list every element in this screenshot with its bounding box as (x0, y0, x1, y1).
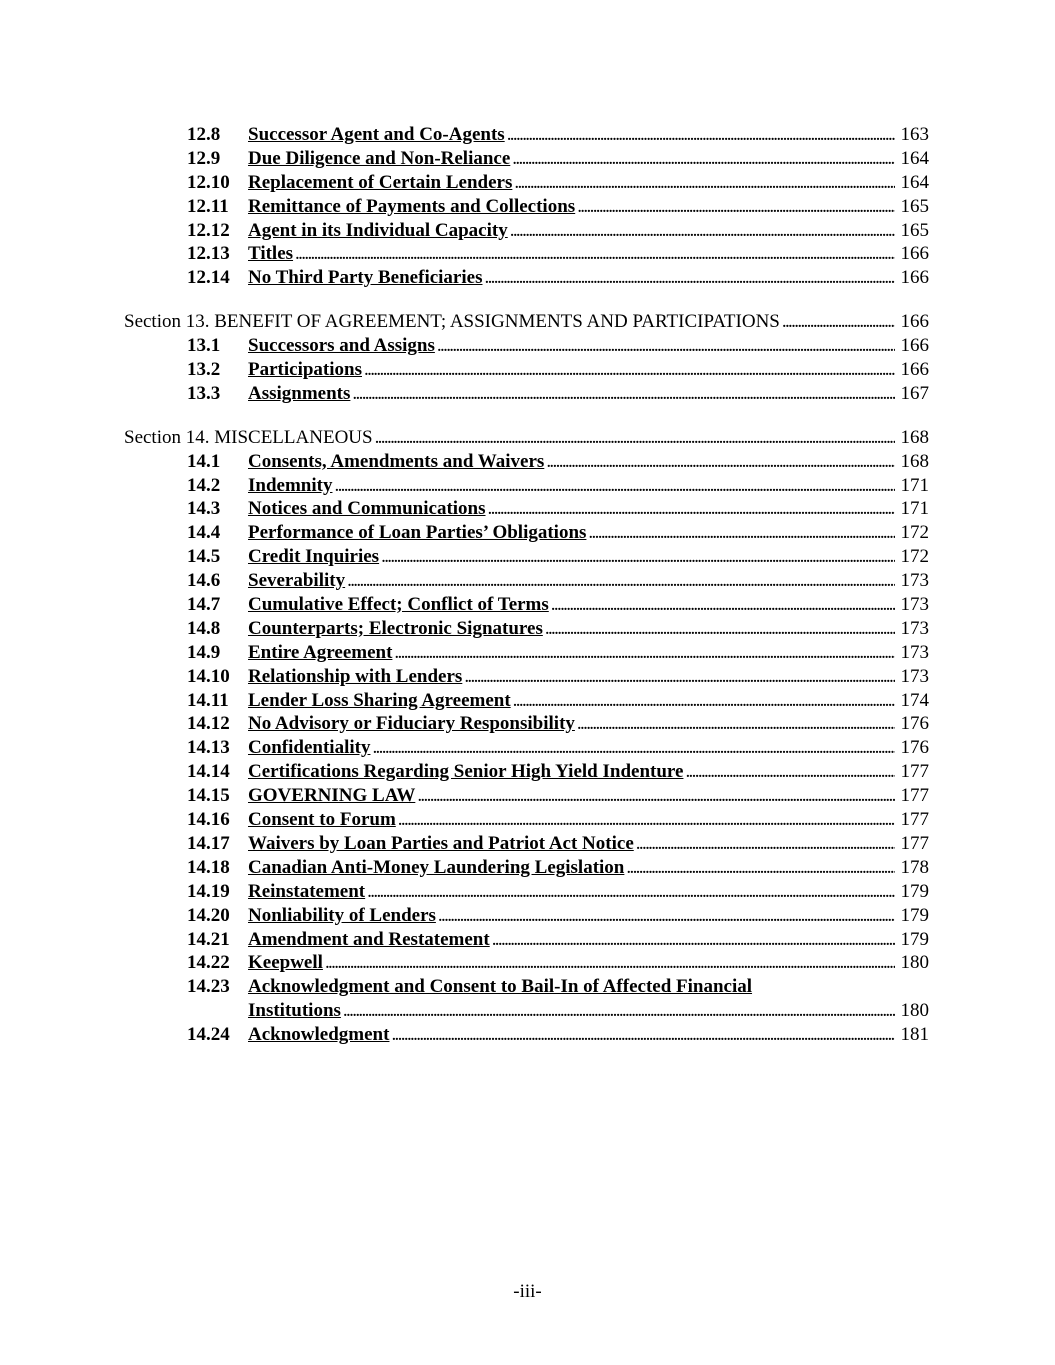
toc-entry-14-12[interactable] (0, 712, 1055, 736)
toc-entry-title[interactable]: No Advisory or Fiduciary Responsibility (248, 713, 575, 735)
toc-entry-number: 14.19 (187, 880, 230, 902)
toc-entry-number: 14.17 (187, 832, 230, 854)
toc-entry-page: 177 (895, 784, 929, 808)
toc-entry-page: 177 (895, 760, 929, 784)
toc-entry-14-4[interactable] (0, 521, 1055, 545)
toc-entry-title[interactable]: Remittance of Payments and Collections (248, 195, 576, 217)
toc-entry-page: 164 (895, 171, 929, 195)
toc-entry-title[interactable]: Consents, Amendments and Waivers (248, 450, 545, 472)
toc-entry-title[interactable]: Participations (248, 359, 362, 381)
toc-entry-number: 12.10 (187, 171, 230, 193)
toc-entry-number: 14.3 (187, 498, 221, 520)
toc-entry-14-3[interactable] (0, 497, 1055, 521)
toc-entry-page: 173 (895, 641, 929, 665)
toc-entry-12-9[interactable] (0, 147, 1055, 171)
toc-entry-page: 168 (895, 426, 929, 450)
toc-entry-14-1[interactable] (0, 450, 1055, 474)
toc-entry-page: 173 (895, 593, 929, 617)
toc-entry-page: 163 (895, 123, 929, 147)
toc-entry-page: 171 (895, 474, 929, 498)
toc-entry-title[interactable]: Successors and Assigns (248, 335, 435, 357)
toc-entry-12-14[interactable] (0, 266, 1055, 290)
toc-entry-title[interactable]: Amendment and Restatement (248, 928, 490, 950)
toc-entry-page: 171 (895, 497, 929, 521)
toc-entry-page: 176 (895, 712, 929, 736)
toc-entry-title[interactable]: GOVERNING LAW (248, 785, 416, 807)
toc-entry-14-20[interactable] (0, 904, 1055, 928)
toc-entry-title[interactable]: Acknowledgment (248, 1024, 390, 1046)
toc-entry-page: 177 (895, 808, 929, 832)
toc-entry-title[interactable]: Severability (248, 570, 346, 592)
toc-entry-page: 180 (895, 951, 929, 975)
toc-entry-page: 173 (895, 569, 929, 593)
toc-entry-14-18[interactable] (0, 856, 1055, 880)
toc-entry-page: 172 (895, 545, 929, 569)
toc-entry-title[interactable]: Entire Agreement (248, 641, 393, 663)
toc-entry-13-3[interactable] (0, 382, 1055, 406)
toc-entry-14-14[interactable] (0, 760, 1055, 784)
toc-entry-page: 166 (895, 242, 929, 266)
toc-entry-title[interactable]: Reinstatement (248, 880, 366, 902)
toc-entry-title[interactable]: Due Diligence and Non-Reliance (248, 147, 511, 169)
toc-entry-number: 13.3 (187, 382, 221, 404)
toc-entry-14-17[interactable] (0, 832, 1055, 856)
toc-entry-number: 12.12 (187, 219, 230, 241)
toc-entry-title[interactable]: Confidentiality (248, 737, 371, 759)
toc-entry-title[interactable]: Lender Loss Sharing Agreement (248, 689, 511, 711)
toc-entry-title[interactable]: Counterparts; Electronic Signatures (248, 617, 543, 639)
toc-entry-number: 12.11 (187, 195, 229, 217)
toc-entry-14-8[interactable] (0, 617, 1055, 641)
toc-entry-page: 173 (895, 617, 929, 641)
toc-entry-title-line1[interactable]: Acknowledgment and Consent to Bail-In of Affected Financial (248, 976, 753, 998)
toc-entry-14-24[interactable] (0, 1023, 1055, 1047)
toc-entry-14-23-continued[interactable] (0, 999, 1055, 1023)
toc-entry-title[interactable]: Waivers by Loan Parties and Patriot Act Notice (248, 832, 634, 854)
toc-entry-number: 14.16 (187, 809, 230, 831)
toc-entry-title[interactable]: Titles (248, 243, 294, 265)
page-number: -iii- (513, 1281, 542, 1302)
toc-entry-title[interactable]: Credit Inquiries (248, 546, 380, 568)
toc-entry-number: 14.5 (187, 546, 221, 568)
toc-entry-number: 14.14 (187, 761, 230, 783)
toc-entry-14-9[interactable] (0, 641, 1055, 665)
toc-entry-number: 13.2 (187, 359, 221, 381)
toc-entry-14-19[interactable] (0, 880, 1055, 904)
toc-entry-page: 172 (895, 521, 929, 545)
toc-entry-14-22[interactable] (0, 951, 1055, 975)
toc-entry-14-21[interactable] (0, 928, 1055, 952)
toc-entry-page: 173 (895, 665, 929, 689)
toc-entry-title[interactable]: Relationship with Lenders (248, 665, 463, 687)
toc-entry-number: 14.12 (187, 713, 230, 735)
toc-entry-number: 14.22 (187, 952, 230, 974)
toc-entry-14-5[interactable] (0, 545, 1055, 569)
toc-entry-number: 14.13 (187, 737, 230, 759)
toc-entry-number: 14.9 (187, 641, 221, 663)
toc-entry-number: 14.24 (187, 1024, 230, 1046)
toc-entry-title[interactable]: Successor Agent and Co-Agents (248, 124, 505, 145)
toc-section-14[interactable] (0, 426, 1055, 450)
toc-entry-number: 14.11 (187, 689, 229, 711)
toc-entry-14-10[interactable] (0, 665, 1055, 689)
toc-entry-14-13[interactable] (0, 736, 1055, 760)
toc-entry-number: 14.21 (187, 928, 230, 950)
toc-entry-12-12[interactable] (0, 219, 1055, 243)
toc-entry-12-8[interactable] (0, 123, 1055, 147)
toc-entry-page: 166 (895, 310, 929, 334)
toc-entry-12-13[interactable] (0, 242, 1055, 266)
toc-entry-13-1[interactable] (0, 334, 1055, 358)
toc-entry-page: 178 (895, 856, 929, 880)
toc-entry-page: 168 (895, 450, 929, 474)
toc-entry-page: 164 (895, 147, 929, 171)
toc-entry-14-7[interactable] (0, 593, 1055, 617)
toc-entry-page: 166 (895, 334, 929, 358)
toc-entry-title[interactable]: Cumulative Effect; Conflict of Terms (248, 594, 549, 616)
toc-entry-title[interactable]: Agent in its Individual Capacity (248, 219, 508, 241)
toc-entry-14-6[interactable] (0, 569, 1055, 593)
toc-entry-14-15[interactable] (0, 784, 1055, 808)
toc-entry-title[interactable]: Consent to Forum (248, 809, 396, 831)
toc-entry-page: 166 (895, 358, 929, 382)
toc-entry-number: 14.2 (187, 474, 221, 496)
toc-entry-title-line2[interactable]: Institutions (248, 1000, 341, 1022)
toc-entry-page: 179 (895, 928, 929, 952)
toc-entry-page: 177 (895, 832, 929, 856)
toc-section-title[interactable]: Section 13. BENEFIT OF AGREEMENT; ASSIGNMENTS AND PARTICIPATIONS (124, 311, 780, 333)
toc-entry-page: 179 (895, 880, 929, 904)
toc-entry-title[interactable]: Certifications Regarding Senior High Yield Indenture (248, 761, 684, 783)
toc-entry-number: 13.1 (187, 335, 221, 357)
toc-entry-title[interactable]: Nonliability of Lenders (248, 904, 436, 926)
toc-entry-number: 14.15 (187, 785, 230, 807)
toc-entry-number: 12.8 (187, 124, 221, 145)
toc-entry-page: 166 (895, 266, 929, 290)
toc-section-13[interactable] (0, 310, 1055, 334)
toc-entry-number: 12.13 (187, 243, 230, 265)
toc-entry-14-2[interactable] (0, 474, 1055, 498)
toc-entry-12-11[interactable] (0, 195, 1055, 219)
toc-entry-number: 14.1 (187, 450, 221, 472)
toc-entry-number: 14.20 (187, 904, 230, 926)
toc-entry-14-11[interactable] (0, 689, 1055, 713)
toc-entry-12-10[interactable] (0, 171, 1055, 195)
toc-entry-number: 14.4 (187, 522, 221, 544)
toc-entry-page: 167 (895, 382, 929, 406)
toc-entry-14-23[interactable] (0, 975, 1055, 999)
table-of-contents (0, 123, 1055, 1047)
toc-entry-page: 180 (895, 999, 929, 1023)
toc-entry-number: 12.9 (187, 147, 221, 169)
toc-entry-page: 174 (895, 689, 929, 713)
toc-entry-13-2[interactable] (0, 358, 1055, 382)
toc-section-title[interactable]: Section 14. MISCELLANEOUS (124, 426, 373, 448)
toc-entry-number: 14.8 (187, 617, 221, 639)
toc-entry-number: 14.18 (187, 856, 230, 878)
toc-entry-title[interactable]: Replacement of Certain Lenders (248, 171, 513, 193)
toc-entry-title[interactable]: Notices and Communications (248, 498, 486, 520)
toc-entry-title[interactable]: Performance of Loan Parties’ Obligations (248, 522, 587, 544)
toc-entry-page: 165 (895, 195, 929, 219)
toc-entry-title[interactable]: Keepwell (248, 952, 323, 974)
toc-entry-number: 12.14 (187, 267, 230, 289)
toc-entry-title[interactable]: Assignments (248, 382, 351, 404)
toc-entry-number: 14.6 (187, 570, 221, 592)
toc-entry-page: 179 (895, 904, 929, 928)
toc-entry-title[interactable]: No Third Party Beneficiaries (248, 267, 483, 289)
toc-entry-page: 181 (895, 1023, 929, 1047)
toc-entry-page: 176 (895, 736, 929, 760)
toc-entry-number: 14.10 (187, 665, 230, 687)
toc-entry-number: 14.23 (187, 976, 230, 998)
toc-entry-14-16[interactable] (0, 808, 1055, 832)
toc-entry-title[interactable]: Indemnity (248, 474, 333, 496)
toc-entry-title[interactable]: Canadian Anti-Money Laundering Legislation (248, 856, 625, 878)
toc-entry-page: 165 (895, 219, 929, 243)
toc-entry-number: 14.7 (187, 594, 221, 616)
